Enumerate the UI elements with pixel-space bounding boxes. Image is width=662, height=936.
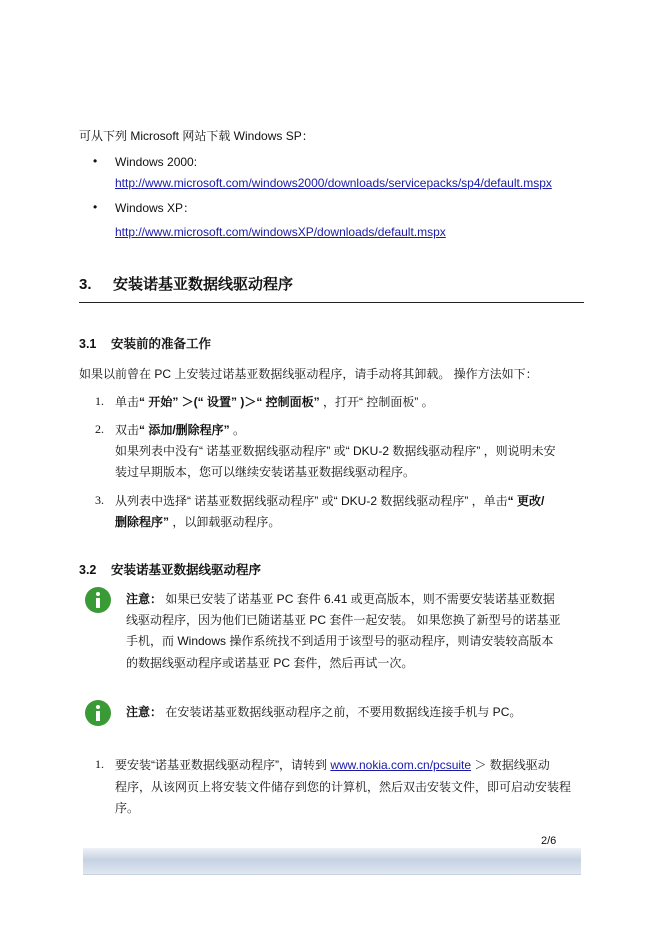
note-1-line-3: 手机，而 Windows 操作系统找不到适用于该型号的驱动程序，则请安装较高版本 bbox=[126, 634, 554, 648]
step-2-detail-line-2: 装过早期版本，您可以继续安装诺基亚数据线驱动程序。 bbox=[115, 465, 416, 479]
info-icon bbox=[85, 587, 111, 613]
sp-item-label-winxp: Windows XP： bbox=[115, 201, 196, 215]
info-icon bbox=[85, 700, 111, 726]
section-number: 3. bbox=[79, 276, 92, 293]
step-text: ，打开“ 控制面板” 。 bbox=[319, 395, 434, 409]
step-number: 2. bbox=[95, 422, 104, 436]
uninstall-step-3-cont bbox=[115, 514, 280, 530]
pcsuite-link[interactable]: www.nokia.com.cn/pcsuite bbox=[330, 758, 472, 772]
page-number: 2/6 bbox=[541, 835, 557, 847]
bullet-dot: • bbox=[93, 200, 98, 214]
bullet-dot: • bbox=[93, 154, 98, 168]
subsection-3-1-heading bbox=[79, 334, 211, 352]
step-2-detail-line-1: 如果列表中没有“ 诺基亚数据线驱动程序” 或“ DKU-2 数据线驱动程序” ，则说明未安 bbox=[115, 444, 556, 458]
subsection-title: 安装前的准备工作 bbox=[111, 337, 212, 351]
install-step-1-line-3: 序。 bbox=[115, 801, 140, 815]
footer-bar bbox=[83, 848, 581, 874]
subsection-3-2-heading bbox=[79, 560, 261, 578]
step-number: 1. bbox=[95, 394, 104, 408]
uninstall-intro: 如果以前曾在 PC 上安装过诺基亚数据线驱动程序，请手动将其卸载。 操作方法如下： bbox=[79, 367, 538, 381]
install-step-1 bbox=[115, 757, 550, 773]
note-2 bbox=[126, 704, 521, 720]
section-title: 安装诺基亚数据线驱动程序 bbox=[113, 276, 294, 293]
step-number: 3. bbox=[95, 493, 104, 507]
note-label: 注意： bbox=[126, 705, 163, 719]
step-number: 1. bbox=[95, 757, 104, 771]
section-3-heading bbox=[79, 273, 293, 294]
step-text: ＞ 数据线驱动 bbox=[471, 758, 550, 772]
note-label: 注意： bbox=[126, 592, 163, 606]
sp-item-label-win2000: Windows 2000: bbox=[115, 155, 198, 169]
uninstall-step-2 bbox=[115, 422, 245, 438]
step-text: 从列表中选择“ 诺基亚数据线驱动程序” 或“ DKU-2 数据线驱动程序” ，单击 bbox=[115, 494, 508, 508]
step-bold-text: “ 更改/ bbox=[507, 494, 545, 508]
note-1-line-4: 的数据线驱动程序或诺基亚 PC 套件，然后再试一次。 bbox=[126, 656, 414, 670]
subsection-number: 3.2 bbox=[79, 563, 97, 577]
note-1-line-2: 线驱动程序，因为他们已随诺基亚 PC 套件一起安装。 如果您换了新型号的诺基亚 bbox=[126, 613, 561, 627]
step-text: 单击 bbox=[115, 395, 140, 409]
intro-text: 可从下列 Microsoft 网站下载 Windows SP： bbox=[79, 129, 314, 143]
uninstall-step-3 bbox=[115, 493, 544, 509]
step-bold-text: “ 添加/删除程序” bbox=[139, 423, 230, 437]
win2000-download-link[interactable]: http://www.microsoft.com/windows2000/downloads/servicepacks/sp4/default.mspx bbox=[115, 176, 552, 190]
uninstall-step-1 bbox=[115, 394, 434, 410]
note-1-line-1 bbox=[126, 591, 555, 607]
step-bold-text: “ 开始” ＞(“ 设置” )＞“ 控制面板” bbox=[139, 395, 320, 409]
step-text: 要安装“诺基亚数据线驱动程序”，请转到 bbox=[115, 758, 331, 772]
note-text: 如果已安装了诺基亚 PC 套件 6.41 或更高版本，则不需要安装诺基亚数据 bbox=[162, 592, 555, 606]
step-text: 双击 bbox=[115, 423, 140, 437]
step-text: ，以卸载驱动程序。 bbox=[169, 515, 281, 529]
step-bold-text: 删除程序” bbox=[115, 515, 170, 529]
footer-divider bbox=[83, 874, 581, 875]
winxp-download-link[interactable]: http://www.microsoft.com/windowsXP/downloads/default.mspx bbox=[115, 225, 446, 239]
subsection-title: 安装诺基亚数据线驱动程序 bbox=[111, 563, 262, 577]
note-text: 在安装诺基亚数据线驱动程序之前，不要用数据线连接手机与 PC。 bbox=[162, 705, 522, 719]
section-divider bbox=[79, 302, 584, 303]
step-text: 。 bbox=[229, 423, 246, 437]
subsection-number: 3.1 bbox=[79, 337, 97, 351]
install-step-1-line-2: 程序，从该网页上将安装文件储存到您的计算机，然后双击安装文件，即可启动安装程 bbox=[115, 780, 572, 794]
